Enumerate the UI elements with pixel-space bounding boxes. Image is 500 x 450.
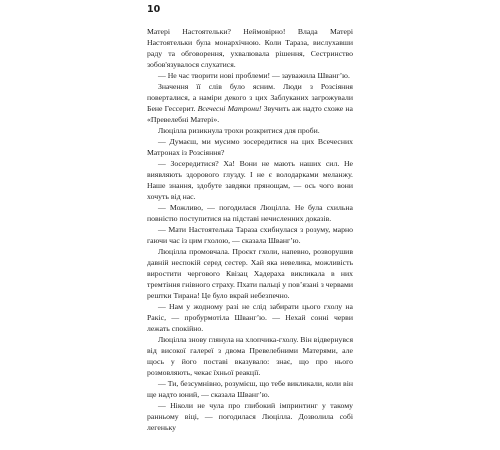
paragraph-text: Звучить аж надто схоже на «Превелебні Матері».	[147, 104, 353, 124]
paragraph: Матері Настоятельки? Неймовірно! Влада Матері Настоятельки була монархічною. Коли Тараза, вислухавши раду та обговорення, ухвалювала рішення, Сестринство зобов'язувалося слухатися.	[147, 27, 353, 69]
paragraph: — Можливо, — погодилася Люцілла. Не була схильна повністю поступитися на підставі нечисленних доказів.	[147, 203, 353, 223]
paragraph: — Не час творити нові проблеми! — зауважила Швангʼю.	[158, 71, 350, 80]
paragraph: Люцілла промовчала. Проєкт гхоли, напевно, розворушив давній неспокій серед сестер. Хай яка невелика, можливість виростити чергового Квізац Хадераха викликала в них тремтіння гнівного страху. Пхати пальці у повʼязані з червами рештки Тирана! Це було вкрай небезпечно.	[147, 247, 353, 300]
paragraph: — Зосередитися? Ха! Вони не мають наших сил. Не виявляють здорового глузду. І не є володарками меланжу. Наше знання, здобуте завдяки прянощам, — ось чого вони хочуть від нас.	[147, 159, 353, 201]
paragraph: — Ти, безсумнівно, розумієш, що тебе викликали, коли він ще надто юний, — сказала Швангʼю.	[147, 379, 353, 399]
paragraph	[147, 81, 353, 125]
paragraph-text: Значення її слів було ясним. Люди з Розсіяння поверталися, а наміри декого з цих Заблуканих загрожували Бене Гессерит.	[147, 82, 353, 113]
paragraph: — Мати Настоятелька Тараза схибнулася з розуму, марно гаючи час із цим гхолою, — сказала Швангʼю.	[147, 225, 353, 245]
paragraph: — Ніколи не чула про глибокий імпринтинг у такому ранньому віці, — погодилася Люцілла. Дозволила собі легеньку	[147, 401, 353, 432]
body-text	[147, 26, 353, 433]
paragraph: — Нам у жодному разі не слід забирати цього гхолу на Ракіс, — пробурмотіла Швангʼю. — Нехай сонні черви лежать спокійно.	[147, 302, 353, 333]
paragraph: Люцілла знову глянула на хлопчика-гхолу. Він відвернувся від високої галереї з двома Превелебними Матерями, але щось у його поставі вказувало: знає, що про нього розмовляють, чекає їхньої реакції.	[147, 335, 354, 377]
emphasis-text: Всечесні Матрони!	[197, 104, 262, 113]
page-number: 10	[147, 4, 161, 15]
paragraph: — Думаєш, ми мусимо зосередитися на цих Всечесних Матронах із Розсіяння?	[147, 137, 353, 157]
paragraph: Люцілла ризикнула трохи розкритися для проби.	[158, 126, 320, 135]
